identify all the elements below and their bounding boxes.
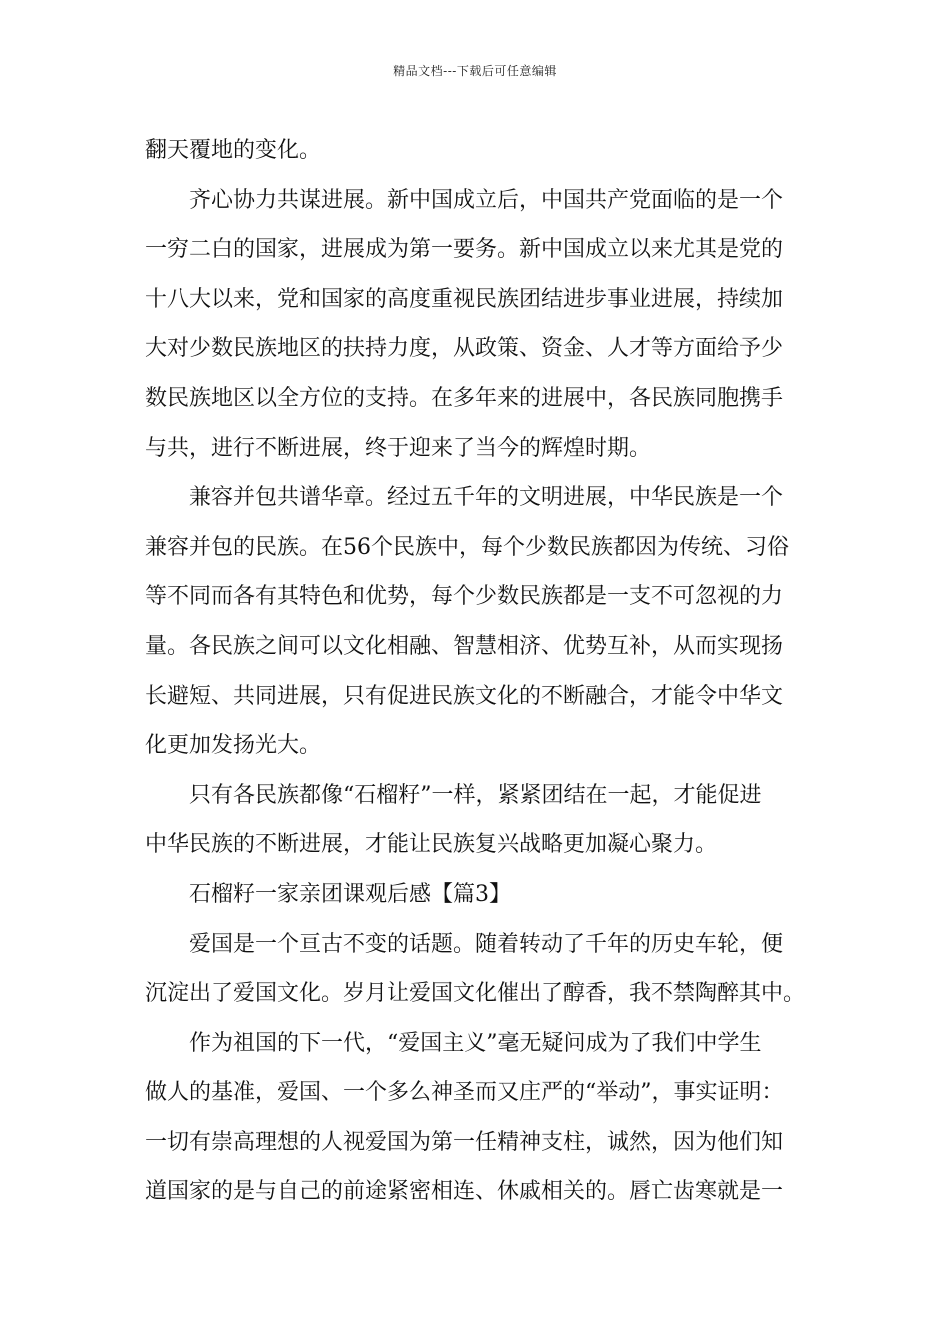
text-line: 兼容并包共谱华章。经过五千年的文明进展，中华民族是一个 <box>189 485 784 511</box>
text-line: 长避短、共同进展，只有促进民族文化的不断融合，才能令中华文 <box>145 683 784 709</box>
text-line: 数民族地区以全方位的支持。在多年来的进展中，各民族同胞携手 <box>145 385 784 411</box>
text-line: 爱国是一个亘古不变的话题。随着转动了千年的历史车轮，便 <box>189 931 784 957</box>
text-line: 大对少数民族地区的扶持力度，从政策、资金、人才等方面给予少 <box>145 336 784 362</box>
text-line: 一穷二白的国家，进展成为第一要务。新中国成立以来尤其是党的 <box>145 237 784 263</box>
text-line: 等不同而各有其特色和优势，每个少数民族都是一支不可忽视的力 <box>145 584 784 610</box>
text-line: 齐心协力共谋进展。新中国成立后，中国共产党面临的是一个 <box>189 187 784 213</box>
text-line: 一切有崇高理想的人视爱国为第一任精神支柱，诚然，因为他们知 <box>145 1129 784 1155</box>
document-body <box>145 126 810 1217</box>
text-line: 沉淀出了爱国文化。岁月让爱国文化催出了醇香，我不禁陶醉其中。 <box>145 981 806 1007</box>
text-line: 十八大以来，党和国家的高度重视民族团结进步事业进展，持续加 <box>145 286 784 312</box>
text-line: 与共，进行不断进展，终于迎来了当今的辉煌时期。 <box>145 435 652 461</box>
text-line: 道国家的是与自己的前途紧密相连、休戚相关的。唇亡齿寒就是一 <box>145 1179 784 1205</box>
text-line: 化更加发扬光大。 <box>145 733 322 759</box>
text-line: 量。各民族之间可以文化相融、智慧相济、优势互补，从而实现扬 <box>145 633 784 659</box>
text-line: 翻天覆地的变化。 <box>145 138 322 163</box>
text-line: 兼容并包的民族。在56个民族中，每个少数民族都因为传统、习俗 <box>145 534 789 560</box>
text-line: 做人的基准，爱国、一个多么神圣而又庄严的“举动”，事实证明： <box>145 1080 784 1106</box>
text-line: 中华民族的不断进展，才能让民族复兴战略更加凝心聚力。 <box>145 832 718 858</box>
text-line: 只有各民族都像“石榴籽”一样，紧紧团结在一起，才能促进 <box>189 782 762 808</box>
section-heading: 石榴籽一家亲团课观后感【篇3】 <box>189 881 511 907</box>
text-line: 作为祖国的下一代，“爱国主义”毫无疑问成为了我们中学生 <box>189 1030 762 1056</box>
page-header: 精品文档---下载后可任意编辑 <box>393 64 557 78</box>
